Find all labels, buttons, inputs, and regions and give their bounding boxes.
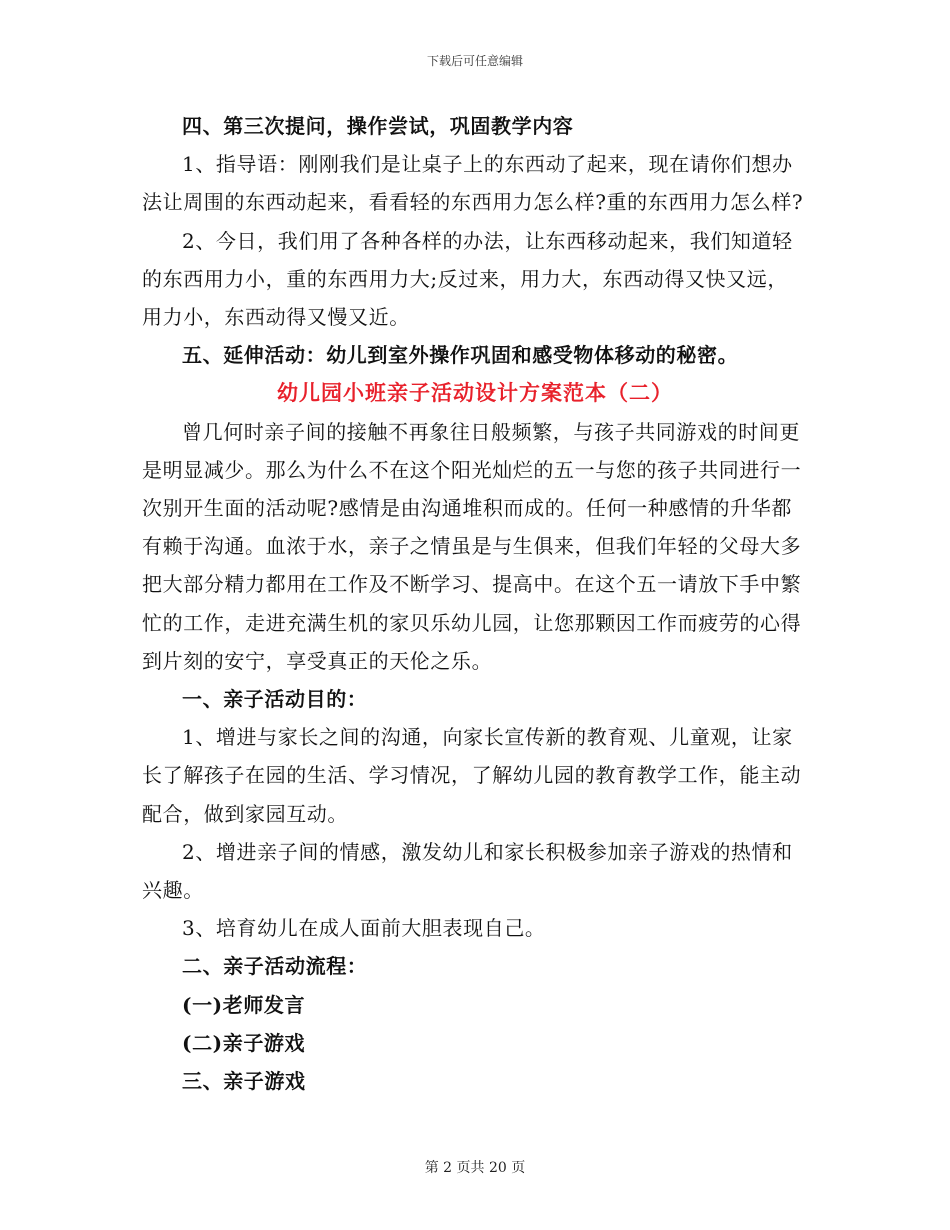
heading-purpose: 一、亲子活动目的： xyxy=(182,687,368,712)
heading-step-five: 五、延伸活动：幼儿到室外操作巩固和感受物体移动的秘密。 xyxy=(182,343,739,368)
document-body xyxy=(142,107,808,1100)
paragraph: 2、增进亲子间的情感，激发幼儿和家长积极参加亲子游戏的热情和兴趣。 xyxy=(142,839,793,903)
heading-step-four: 四、第三次提问，操作尝试，巩固教学内容 xyxy=(182,114,574,138)
page-header: 下载后可任意编辑 xyxy=(426,54,523,68)
heading-process: 二、亲子活动流程： xyxy=(182,954,368,979)
paragraph: 1、指导语：刚刚我们是让桌子上的东西动了起来，现在请你们想办法让周围的东西动起来，看看轻的东西用力怎么样?重的东西用力怎么样? xyxy=(142,152,804,215)
subheading-parent-child-games: (二)亲子游戏 xyxy=(182,1030,306,1055)
paragraph: 1、增进与家长之间的沟通，向家长宣传新的教育观、儿童观，让家长了解孩子在园的生活、学习情况，了解幼儿园的教育教学工作，能主动配合，做到家园互动。 xyxy=(142,725,802,826)
heading-games: 三、亲子游戏 xyxy=(182,1069,306,1094)
paragraph: 3、培育幼儿在成人面前大胆表现自己。 xyxy=(182,916,546,941)
paragraph: 2、今日，我们用了各种各样的办法，让东西移动起来，我们知道轻的东西用力小，重的东西用力大;反过来，用力大，东西动得又快又远，用力小，东西动得又慢又近。 xyxy=(142,228,793,330)
document-title: 幼儿园小班亲子活动设计方案范本（二） xyxy=(277,380,673,406)
page-footer: 第 2 页共 20 页 xyxy=(424,1160,526,1176)
paragraph: 曾几何时亲子间的接触不再象往日般频繁，与孩子共同游戏的时间更是明显减少。那么为什么不在这个阳光灿烂的五一与您的孩子共同进行一次别开生面的活动呢?感情是由沟通堆积而成的。任何一种感情的升华都有赖于沟通。血浓于水，亲子之情虽是与生俱来，但我们年轻的父母大多把大部分精力都用在工作及不断学习、提高中。在这个五一请放下手中繁忙的工作，走进充满生机的家贝乐幼儿园，让您那颗因工作而疲劳的心得到片刻的安宁，享受真正的天伦之乐。 xyxy=(142,419,802,673)
subheading-teacher-speech: (一)老师发言 xyxy=(182,992,306,1017)
